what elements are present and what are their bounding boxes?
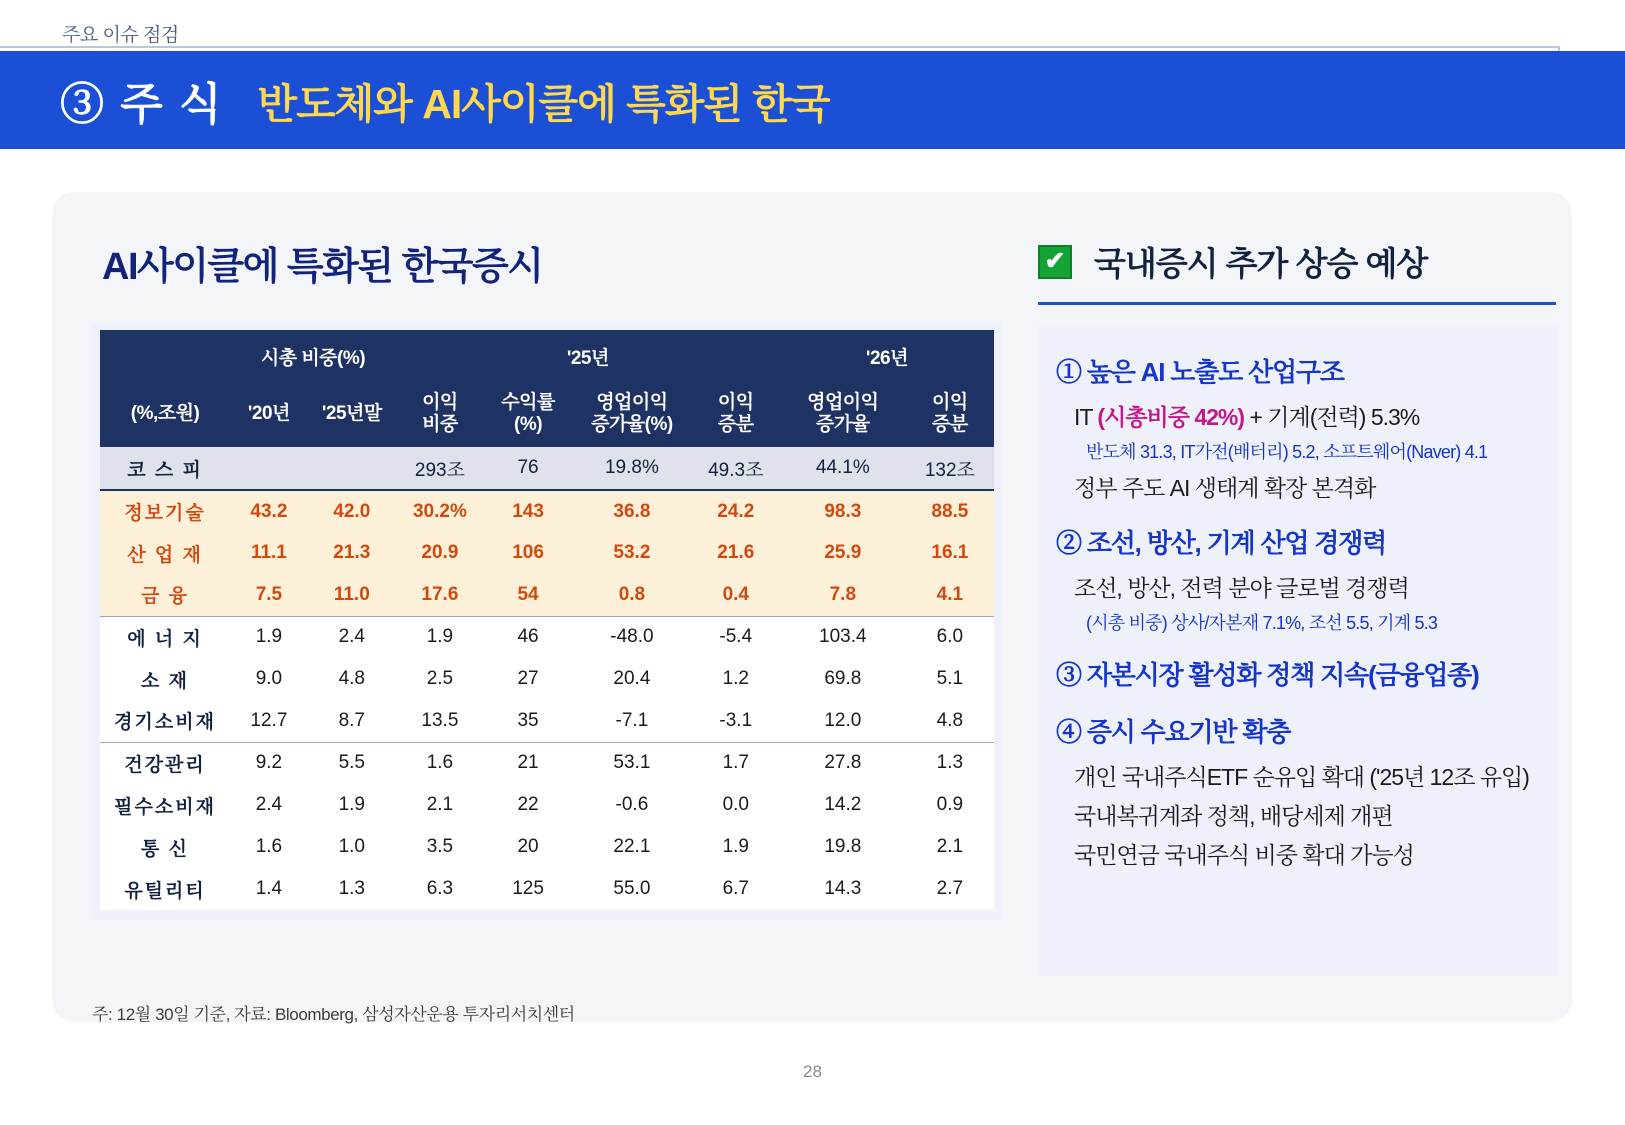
table-cell: 143 xyxy=(484,490,572,532)
table-cell: 27.8 xyxy=(824,752,862,774)
table-row-label: 건강관리 xyxy=(124,754,206,776)
table-row xyxy=(100,826,994,868)
table-cell: 7.8 xyxy=(780,574,906,616)
table-cell: 12.0 xyxy=(780,700,906,742)
table-cell: 17.6 xyxy=(396,574,484,616)
table-cell: 46 xyxy=(517,626,539,648)
table-row-label: 통 신 xyxy=(141,838,190,860)
bullet-1-line-1 xyxy=(1074,399,1540,432)
bullet-1-line-1-pre: IT xyxy=(1074,404,1098,430)
th-profit-share xyxy=(396,382,484,446)
table-cell: 76 xyxy=(484,446,572,490)
th-profit-delta-25 xyxy=(692,382,780,446)
table-cell: 98.3 xyxy=(780,490,906,532)
bullet-1-highlight: (시총비중 42%) xyxy=(1097,404,1245,430)
th-op-growth-26 xyxy=(780,382,906,446)
table-cell: 1.9 xyxy=(426,626,454,648)
table-cell: 55.0 xyxy=(613,878,651,899)
table-cell: 3.5 xyxy=(426,836,454,857)
table-cell: 27 xyxy=(517,668,539,689)
table-row-label: 산 업 재 xyxy=(100,532,230,574)
bullet-2-sub: (시총 비중) 상사/자본재 7.1%, 조선 5.5, 기계 5.3 xyxy=(1086,613,1438,633)
table-cell xyxy=(308,446,396,490)
table-cell: 1.4 xyxy=(255,878,283,899)
table-cell: 53.2 xyxy=(572,532,692,574)
bullet-4-line-3: 국민연금 국내주식 비중 확대 가능성 xyxy=(1074,842,1414,868)
table-cell: -5.4 xyxy=(719,626,753,648)
table-cell: 21.3 xyxy=(308,532,396,574)
table-cell: 24.2 xyxy=(692,490,780,532)
th-return-l2: (%) xyxy=(514,413,543,435)
table-cell: 5.5 xyxy=(338,752,365,774)
table-cell: 14.3 xyxy=(824,878,862,899)
left-panel-title: AI사이클에 특화된 한국증시 xyxy=(102,246,543,288)
th-2020: '20년 xyxy=(230,382,308,446)
table-cell: 6.3 xyxy=(426,878,454,899)
page-title: 반도체와 AI사이클에 특화된 한국 xyxy=(257,80,830,127)
table-cell: 2.1 xyxy=(936,836,964,857)
table-cell: 14.2 xyxy=(824,794,862,815)
table-row xyxy=(100,700,994,742)
header-divider xyxy=(0,46,1560,48)
table-cell: 88.5 xyxy=(906,490,994,532)
table-row-label: 유틸리티 xyxy=(124,880,206,902)
th-profit-share-l1: 이익 xyxy=(422,391,458,413)
table-row xyxy=(100,784,994,826)
table-cell: 9.2 xyxy=(255,752,283,774)
table-cell: 1.2 xyxy=(722,668,749,689)
table-cell: -7.1 xyxy=(572,700,692,742)
th-profit-delta-25-l1: 이익 xyxy=(717,391,754,413)
table-row-label: 금 융 xyxy=(100,574,230,616)
table-cell: 1.9 xyxy=(722,836,749,857)
th-op-growth-26-l2: 증가율 xyxy=(816,413,870,435)
table-cell: 36.8 xyxy=(572,490,692,532)
bullet-4-line-2: 국내복귀계좌 정책, 배당세제 개편 xyxy=(1074,803,1393,829)
table-cell: 1.9 xyxy=(255,626,283,648)
table-cell: 0.9 xyxy=(936,794,964,815)
table-cell: 54 xyxy=(484,574,572,616)
th-profit-delta-26-l2: 증분 xyxy=(932,413,968,435)
table-cell: 5.1 xyxy=(936,668,964,689)
th-return-l1: 수익률 xyxy=(501,391,555,413)
th-unit: (%,조원) xyxy=(100,382,230,446)
table-cell: 25.9 xyxy=(780,532,906,574)
table-cell: 20.9 xyxy=(396,532,484,574)
check-icon: ✔ xyxy=(1038,245,1072,279)
table-cell: 1.6 xyxy=(426,752,454,774)
th-op-growth-25 xyxy=(572,382,692,446)
table-cell: 1.6 xyxy=(255,836,283,857)
th-corner xyxy=(100,330,230,382)
th-group-2025: '25년 xyxy=(396,330,780,382)
table-cell: 20.4 xyxy=(613,668,651,689)
th-group-marketcap: 시총 비중(%) xyxy=(230,330,396,382)
th-op-growth-25-l2: 증가율(%) xyxy=(591,413,673,435)
table-cell: 1.9 xyxy=(338,794,365,815)
th-group-2026: '26년 xyxy=(780,330,994,382)
table-cell: 0.0 xyxy=(722,794,749,815)
bullet-4-title: ④ 증시 수요기반 확충 xyxy=(1056,717,1291,747)
bullet-1-line-2: 정부 주도 AI 생태계 확장 본격화 xyxy=(1074,475,1376,501)
table-cell: 16.1 xyxy=(906,532,994,574)
table-cell: 0.4 xyxy=(692,574,780,616)
table-row-label: 코 스 피 xyxy=(100,446,230,490)
bullet-3-title: ③ 자본시장 활성화 정책 지속(금융업종) xyxy=(1056,660,1479,690)
table-cell: 44.1% xyxy=(780,446,906,490)
table-cell: 2.1 xyxy=(426,794,454,815)
financial-table xyxy=(100,330,994,910)
right-panel-divider xyxy=(1038,302,1556,305)
eyebrow-text: 주요 이슈 점검 xyxy=(62,25,179,46)
table-row xyxy=(100,742,994,784)
table-cell: 43.2 xyxy=(230,490,308,532)
table-row-label: 소 재 xyxy=(141,670,190,692)
table-cell: 1.7 xyxy=(722,752,749,774)
right-panel-body xyxy=(1038,326,1558,976)
th-profit-delta-26-l1: 이익 xyxy=(932,391,968,413)
table-row-label: 필수소비재 xyxy=(114,796,216,818)
th-2025end: '25년말 xyxy=(308,382,396,446)
bullet-block-2 xyxy=(1056,523,1540,635)
table-cell: 7.5 xyxy=(230,574,308,616)
table-head xyxy=(100,330,994,446)
table-cell xyxy=(230,446,308,490)
th-profit-delta-25-l2: 증분 xyxy=(717,413,754,435)
table-cell: 103.4 xyxy=(819,626,867,648)
bullet-block-3 xyxy=(1056,655,1540,692)
table-body xyxy=(100,446,994,910)
table-row xyxy=(100,490,994,532)
right-panel-title: 국내증시 추가 상승 예상 xyxy=(1094,245,1428,282)
table-cell: 2.5 xyxy=(426,668,454,689)
table-cell: 69.8 xyxy=(824,668,862,689)
table-row xyxy=(100,616,994,658)
bullet-1-title: ① 높은 AI 노출도 산업구조 xyxy=(1056,357,1344,387)
table-cell: 125 xyxy=(512,878,544,899)
title-bar xyxy=(0,51,1625,149)
section-number: ③ 주 식 xyxy=(60,80,224,129)
table-cell: -0.6 xyxy=(615,794,649,815)
table-cell: 4.1 xyxy=(906,574,994,616)
table-cell: 35 xyxy=(484,700,572,742)
table-cell: 11.0 xyxy=(308,574,396,616)
th-profit-share-l2: 비중 xyxy=(422,413,458,435)
table-cell: 13.5 xyxy=(396,700,484,742)
table-row-label: 에 너 지 xyxy=(127,628,203,650)
table-cell: 11.1 xyxy=(230,532,308,574)
table-source-note: 주: 12월 30일 기준, 자료: Bloomberg, 삼성자산운용 투자리서치센터 xyxy=(92,1005,575,1024)
table-cell: 0.8 xyxy=(572,574,692,616)
table-row xyxy=(100,868,994,910)
table-cell: 22 xyxy=(517,794,539,815)
th-op-growth-25-l1: 영업이익 xyxy=(596,391,668,413)
table-row-label: 정보기술 xyxy=(100,490,230,532)
table-cell: 8.7 xyxy=(308,700,396,742)
table-cell: 22.1 xyxy=(613,836,651,857)
table-row-label: 경기소비재 xyxy=(100,700,230,742)
bullet-4-line-1: 개인 국내주식ETF 순유입 확대 ('25년 12조 유입) xyxy=(1074,764,1529,790)
th-op-growth-26-l1: 영업이익 xyxy=(807,391,879,413)
table-cell: 2.7 xyxy=(936,878,964,899)
table-cell: 6.0 xyxy=(936,626,964,648)
right-panel-header xyxy=(1038,238,1427,285)
bullet-1-sub: 반도체 31.3, IT가전(배터리) 5.2, 소프트웨어(Naver) 4.1 xyxy=(1086,442,1488,462)
financial-table-container xyxy=(92,322,1002,920)
table-cell: -3.1 xyxy=(692,700,780,742)
bullet-1-line-1-post: + 기계(전력) 5.3% xyxy=(1244,404,1420,430)
table-cell: 106 xyxy=(484,532,572,574)
table-cell: 1.3 xyxy=(936,752,964,774)
table-cell: 2.4 xyxy=(255,794,283,815)
table-cell: 19.8 xyxy=(824,836,862,857)
table-cell: 1.0 xyxy=(338,836,365,857)
table-cell: 1.3 xyxy=(338,878,365,899)
table-cell: 49.3조 xyxy=(692,446,780,490)
bullet-2-title: ② 조선, 방산, 기계 산업 경쟁력 xyxy=(1056,528,1387,558)
table-cell: 132조 xyxy=(906,446,994,490)
bullet-2-line-1: 조선, 방산, 전력 분야 글로벌 경쟁력 xyxy=(1074,575,1409,601)
table-cell: 53.1 xyxy=(613,752,651,774)
table-cell: 19.8% xyxy=(572,446,692,490)
page-number: 28 xyxy=(803,1062,822,1081)
table-row xyxy=(100,446,994,490)
table-cell: 9.0 xyxy=(255,668,283,689)
th-return xyxy=(484,382,572,446)
table-row xyxy=(100,658,994,700)
table-cell: 42.0 xyxy=(308,490,396,532)
th-profit-delta-26 xyxy=(906,382,994,446)
table-cell: 21.6 xyxy=(692,532,780,574)
bullet-block-4 xyxy=(1056,712,1540,870)
bullet-block-1 xyxy=(1056,352,1540,503)
table-cell: 20 xyxy=(517,836,539,857)
table-cell: 6.7 xyxy=(722,878,749,899)
table-cell: 4.8 xyxy=(338,668,365,689)
table-cell: -48.0 xyxy=(610,626,654,648)
table-cell: 12.7 xyxy=(230,700,308,742)
table-cell: 4.8 xyxy=(906,700,994,742)
table-cell: 293조 xyxy=(396,446,484,490)
table-cell: 21 xyxy=(517,752,539,774)
table-cell: 30.2% xyxy=(396,490,484,532)
table-cell: 2.4 xyxy=(338,626,365,648)
table-row xyxy=(100,574,994,616)
table-row xyxy=(100,532,994,574)
